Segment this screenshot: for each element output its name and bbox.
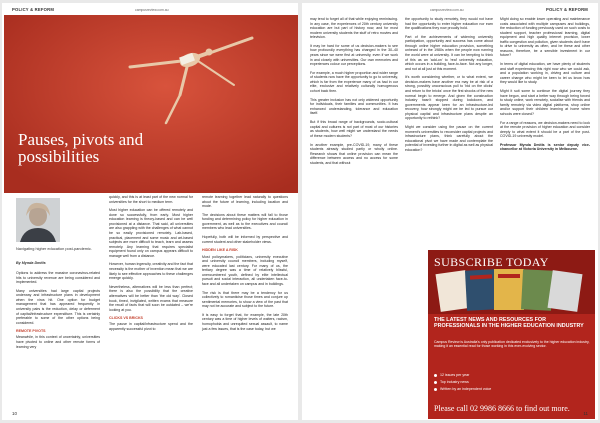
paragraph: It is easy to forget that, for example, the late 20th century was a time of higher levels of waiters, racism, homophobia and unrequited sexual assault, to name just a few issues, that is the case today, but we: [202, 312, 288, 331]
ad-banner: [428, 250, 595, 314]
list-item: [434, 373, 491, 377]
paragraph: Most higher education can be offered remotely and done so successfully, from early. Most higher education learning is theory-based and can be well provisioned at a distance. That said, all universities are also grappling with the challenges of what cannot be so easily provisioned remotely. Lab-based, practical, placement and some music and art-based subjects are more difficult to teach, learn and assess remotely. Any learning that requires specialist equipment found only on campus appears difficult to manage well from a distance.: [109, 208, 193, 258]
paragraph: Most policymakers, politicians, university executive and university council members, including myself, were educated last century. For many of us, the tertiary degree was a time of relatively blissful, unencumbered youth, defined by elite intellectual pursuit and social interaction, all undertaken face-to-face and all undertaken on campus and in buildings.: [202, 254, 288, 286]
list-item: [434, 387, 491, 391]
paragraph: remote learning together lead naturally to questions about the future of learning, including location and mode.: [202, 195, 288, 209]
section-header: POLICY & REFORM: [545, 7, 588, 12]
author-bio: Professor Mynda Dmitis is senior deputy vice-chancellor at Victoria University in Melbourne.: [500, 142, 590, 152]
magazine-covers-image: [428, 250, 595, 314]
bullet-icon: [434, 381, 437, 384]
subscription-ad[interactable]: [428, 250, 595, 419]
page-url: campusreview.com.au: [135, 8, 169, 12]
list-item-label: Written by an independent voice: [440, 387, 492, 392]
paragraph: Meanwhile, in this context of uncertainty, universities have pivoted to online and other remote forms of learning very: [16, 335, 100, 349]
photo-caption: Navigating higher education post-pandemic.: [16, 246, 92, 251]
paragraph: In terms of digital education, we have plenty of students and staff experiencing this right now who we could ask, and a population working in, driving and culture and career change who might be keen to let us know how they would like to study.: [500, 62, 590, 85]
list-item-label: Top industry news: [440, 380, 469, 385]
article-column-2: [109, 195, 193, 336]
article-column-3: [202, 195, 288, 335]
paragraph: Might it suit some to continue the digital journey they have begun, and start a better way through being forced to study online, work remotely, socialise with friends and family remotely via video digital platforms, shop online and/or support their children learning at home when schools were closed?: [500, 89, 590, 116]
paragraph: Options to address the massive coronavirus-related hits to university revenue are being considered and implemented.: [16, 271, 100, 285]
dancer-illustration: [4, 15, 298, 193]
page-url: campusreview.com.au: [430, 8, 464, 12]
paragraph: Might we consider using the pause on the current moment's universities to reconsider capital projects and infrastructure plans, think carefully about the educational pivot we have made and contemplate the potential of investing further in digital as well as physical education?: [405, 125, 493, 152]
list-item-label: 12 issues per year: [440, 373, 470, 377]
paragraph: may tend to forget all of that while enjoying reminiscing. In any case, the experiences of 20th century university education are but part of history now, and for most modern university students the stuff of retro movies and television.: [310, 17, 398, 40]
left-page: [2, 3, 298, 420]
author-portrait-icon: [16, 198, 60, 242]
subheading: HIDDEN LIKE A RISK: [202, 248, 238, 253]
page-number: 10: [12, 411, 18, 416]
paragraph: In another example, pre-COVID-19, many of these students already studied partly or wholly online. Research shows that online provision can mean the difference between access and no access for some students, and that without: [310, 142, 398, 165]
right-page: [302, 3, 598, 420]
ad-subscribe-heading: SUBSCRIBE TODAY: [434, 255, 549, 269]
byline: By Mynda Dmitis: [16, 261, 46, 265]
paragraph: Part of the achievements of widening university participation, opportunity and success has come about through online higher education provision, something unheard of in the 1980s when the people now running the world were at university. It can be tempting to think of this as an 'add-on' to 'real' university education, which occurs in a building, face-to-face. Not any longer, and not at all just at this moment.: [405, 34, 493, 71]
ad-body-text: Campus Review is Australia's only publication dedicated exclusively to the higher education industry, making it an essential read for those working in this ever-evolving sector.: [434, 340, 590, 349]
paragraph: The risk is that there may be a tendency for us collectively to romanticise those times and conjure up sentimental memories, to show a view of the past that may not be accurate and subject to the future.: [202, 290, 288, 309]
paragraph: Many universities had large capital projects underway and infrastructure plans in development when the virus hit. One option for budget management that has appeared frequently in university pairs is the reduction, delay or deferment of capital/infrastructure expenditure. This is certainly preferable to some of the other options being considered.: [16, 288, 100, 325]
article-column-1: [16, 271, 100, 353]
article-column-4: [310, 17, 398, 169]
ad-benefits-list: [434, 373, 491, 394]
paragraph: The decisions about these matters will fall to those funding and determining policy for higher education in government, as well as to the executives and council members who lead universities.: [202, 212, 288, 231]
author-photo: [16, 198, 60, 242]
list-item: [434, 380, 491, 384]
article-column-6: [500, 17, 590, 156]
paragraph: Hopefully, both will be informed by perspective and current student and other stakeholder views.: [202, 235, 288, 244]
paragraph: For a range of reasons, we decision-makers need to look at the remote provision of higher education and consider deeply to what extent it should be a part of the post-COVID-19 university model.: [500, 120, 590, 139]
bullet-icon: [434, 374, 437, 377]
paragraph: Nevertheless, alternatives will be less than perfect; there is also the possibility that the creative alternatives will be better than 'the old way'. Closed book, timed, invigilated, written exams that measure the recall of facts that will soon be outdated – we're looking at you.: [109, 284, 193, 312]
paragraph: It may be hard for some of us decision-makers to see how profoundly everything has changed in the 30–40 years since we were first at university, even if we work in and closely with universities. Our own memories and experiences colour our perceptions.: [310, 43, 398, 67]
article-title: Pauses, pivots and possibilities: [18, 130, 144, 166]
paragraph: It's worth considering whether, or to what extent, we decision-makers have another era may be at risk of a strong, possibly unconscious pull to 'bid on the clicks' and return to the bricks' once the first shocks of the new normal begin to emerge. And given the construction industry hasn't stopped during lockdown, and governments appear keen for an infrastructure-led recovery, how strongly might we be led to pursue our physical capital and infrastructure plans despite an opportunity to rethink?: [405, 75, 493, 121]
article-column-5: [405, 17, 493, 157]
subheading: CLICKS VS BRICKS: [109, 316, 143, 321]
paragraph: The pause in capital/infrastructure spend and the apparently successful pivot to: [109, 322, 193, 331]
paragraph: But if this broad range of backgrounds, socio-cultural capital and cultures is not part of most of our histories as students, how well might we understand the needs of these modern students?: [310, 120, 398, 138]
paragraph: quickly, and this is at least part of the new normal for universities for the short to medium term.: [109, 195, 193, 204]
section-header: POLICY & REFORM: [12, 7, 55, 12]
paragraph: However, human ingenuity, creativity and the fact that necessity is the mother of invention mean that we are likely to see effective approaches to these challenges emerge quickly.: [109, 262, 193, 281]
ad-call-to-action[interactable]: Please call 02 9986 8666 to find out more.: [434, 404, 570, 413]
hero-image: [4, 15, 298, 193]
ad-headline: THE LATEST NEWS AND RESOURCES FOR PROFESSIONALS IN THE HIGHER EDUCATION INDUSTRY: [434, 317, 584, 330]
subheading: REMOTE PIVOTS: [16, 329, 46, 334]
page-number: 11: [583, 411, 588, 416]
paragraph: For example, a much higher proportion and wider range of students now have the opportunity to go to university, which is far from the experience many of us had in our elite, exclusive and relatively culturally homogenous cohort back then.: [310, 70, 398, 94]
paragraph: Might doing so enable lower operating and maintenance costs associated with multiple campuses and buildings, the reduction of funding previously used on such costs to student support, teacher professional learning, digital equipment and high quality internet provision, lower traffic congestion and pollution, given students don't have to drive to university as often, and be these and other reasons, therefore, be a sensible investment in our future?: [500, 17, 590, 58]
paragraph: This greater inclusion has not only widened opportunity for individuals, their families and communities. It has enhanced understanding, tolerance and education itself.: [310, 97, 398, 116]
bullet-icon: [434, 388, 437, 391]
paragraph: the opportunity to study remotely, they would not have had the opportunity to enter higher education nor earn the qualifications they now proudly hold.: [405, 17, 493, 31]
